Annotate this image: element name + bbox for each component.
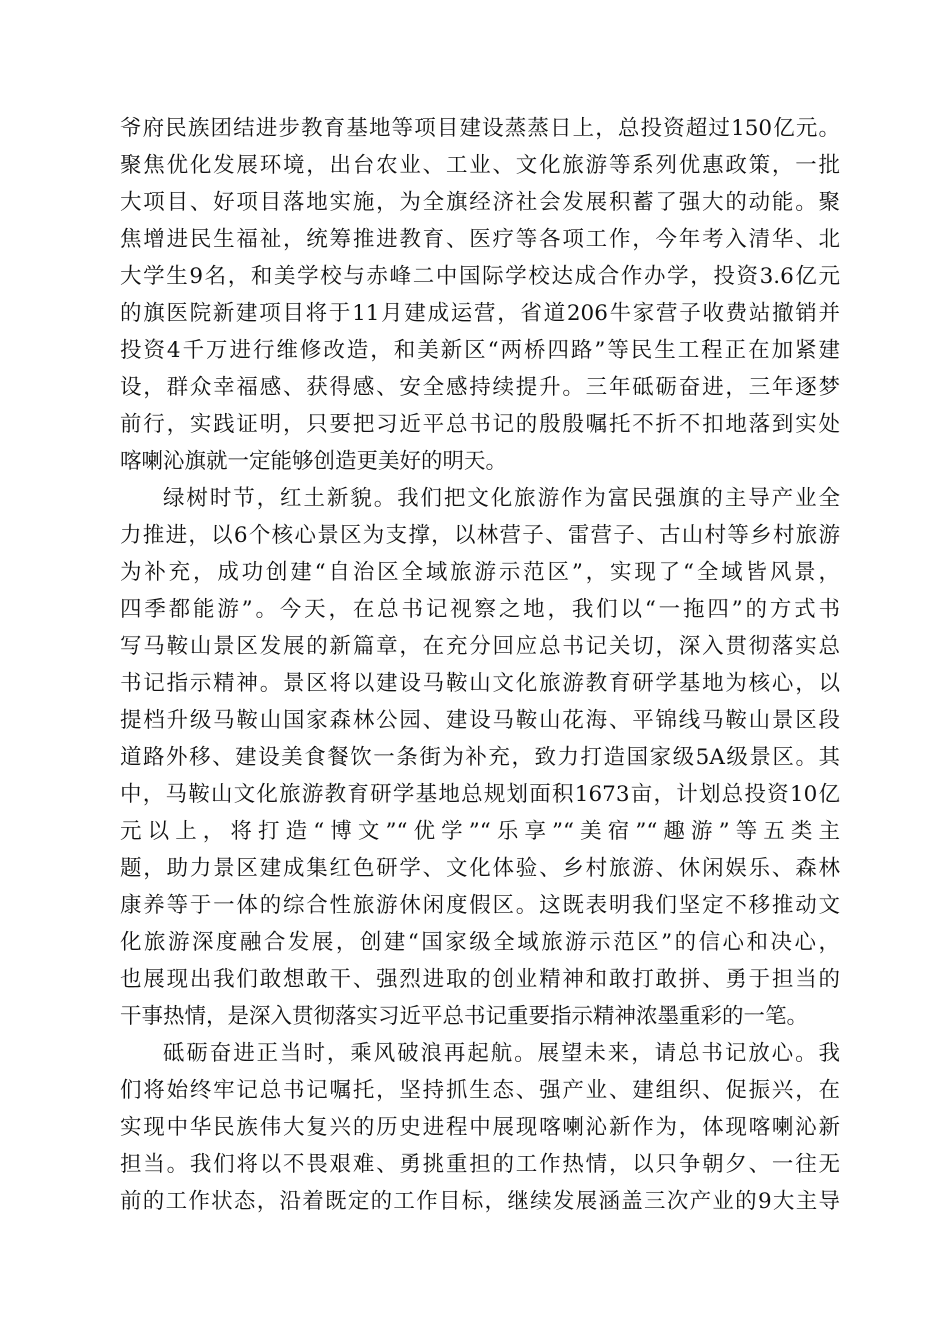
text-line: 也展现出我们敢想敢干、强烈进取的创业精神和敢打敢拼、勇于担当的 — [120, 967, 840, 992]
text-line: 焦增进民生福祉，统筹推进教育、医疗等各项工作，今年考入清华、北 — [120, 227, 840, 252]
text-line: 提档升级马鞍山国家森林公园、建设马鞍山花海、平锦线马鞍山景区段 — [120, 708, 840, 733]
text-line: 大学生9名，和美学校与赤峰二中国际学校达成合作办学，投资3.6亿元 — [120, 264, 840, 289]
text-line: 中，马鞍山文化旅游教育研学基地总规划面积1673亩，计划总投资10亿 — [120, 782, 840, 807]
text-line: 为补充，成功创建“自治区全域旅游示范区”，实现了“全域皆风景， — [120, 560, 840, 585]
text-line: 聚焦优化发展环境，出台农业、工业、文化旅游等系列优惠政策，一批 — [120, 153, 840, 178]
text-line: 题，助力景区建成集红色研学、文化体验、乡村旅游、休闲娱乐、森林 — [120, 856, 840, 881]
text-line: 设，群众幸福感、获得感、安全感持续提升。三年砥砺奋进，三年逐梦 — [120, 375, 840, 400]
paragraph-start-line: 绿树时节，红土新貌。我们把文化旅游作为富民强旗的主导产业全 — [163, 486, 840, 511]
text-line: 力推进，以6个核心景区为支撑，以林营子、雷营子、古山村等乡村旅游 — [120, 523, 840, 548]
body-text — [120, 110, 840, 1220]
text-line: 投资4千万进行维修改造，和美新区“两桥四路”等民生工程正在加紧建 — [120, 338, 840, 363]
text-line: 实现中华民族伟大复兴的历史进程中展现喀喇沁新作为，体现喀喇沁新 — [120, 1115, 840, 1140]
text-line: 道路外移、建设美食餐饮一条街为补充，致力打造国家级5A级景区。其 — [120, 745, 840, 770]
paragraph-start-line: 砥砺奋进正当时，乘风破浪再起航。展望未来，请总书记放心。我 — [163, 1041, 840, 1066]
text-line: 前行，实践证明，只要把习近平总书记的殷殷嘱托不折不扣地落到实处 — [120, 412, 840, 437]
text-line: 担当。我们将以不畏艰难、勇挑重担的工作热情，以只争朝夕、一往无 — [120, 1152, 840, 1177]
text-line: 写马鞍山景区发展的新篇章，在充分回应总书记关切，深入贯彻落实总 — [120, 634, 840, 659]
text-line: 爷府民族团结进步教育基地等项目建设蒸蒸日上，总投资超过150亿元。 — [120, 116, 840, 141]
text-line: 的旗医院新建项目将于11月建成运营，省道206牛家营子收费站撤销并 — [120, 301, 840, 326]
text-line: 们将始终牢记总书记嘱托，坚持抓生态、强产业、建组织、促振兴，在 — [120, 1078, 840, 1103]
text-line: 书记指示精神。景区将以建设马鞍山文化旅游教育研学基地为核心，以 — [120, 671, 840, 696]
text-line: 化旅游深度融合发展，创建“国家级全域旅游示范区”的信心和决心， — [120, 930, 840, 955]
text-line: 前的工作状态，沿着既定的工作目标，继续发展涵盖三次产业的9大主导 — [120, 1189, 840, 1214]
text-line: 康养等于一体的综合性旅游休闲度假区。这既表明我们坚定不移推动文 — [120, 893, 840, 918]
paragraph-end-line: 喀喇沁旗就一定能够创造更美好的明天。 — [120, 449, 508, 474]
text-line: 四季都能游”。今天，在总书记视察之地，我们以“一拖四”的方式书 — [120, 597, 840, 622]
text-line: 大项目、好项目落地实施，为全旗经济社会发展积蓄了强大的动能。聚 — [120, 190, 840, 215]
paragraph-end-line: 干事热情，是深入贯彻落实习近平总书记重要指示精神浓墨重彩的一笔。 — [120, 1004, 809, 1029]
text-line: 元以上，将打造“博文”“优学”“乐享”“美宿”“趣游”等五类主 — [120, 819, 840, 844]
